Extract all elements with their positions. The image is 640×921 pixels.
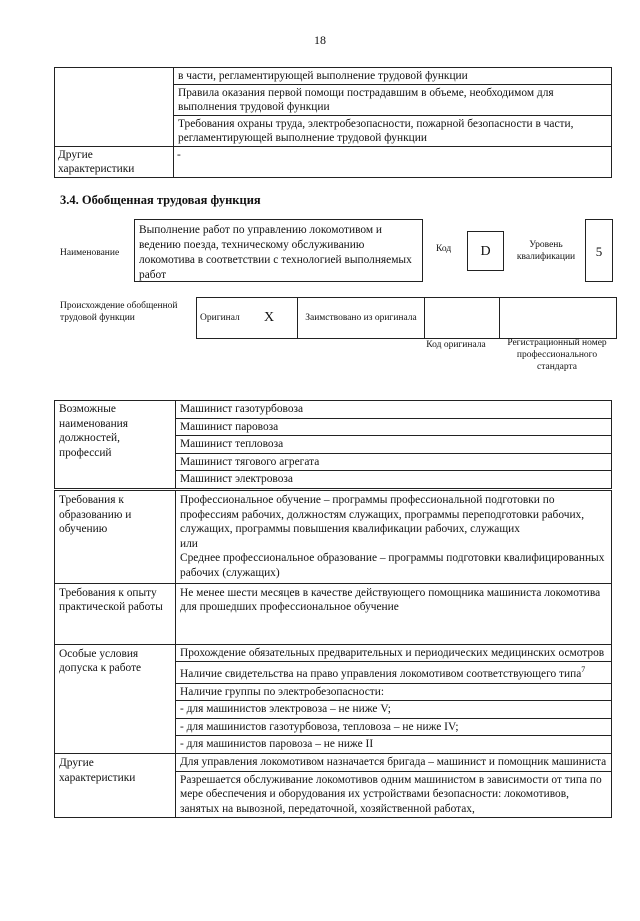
level-value-box: 5 — [585, 219, 613, 282]
table-row — [55, 491, 612, 584]
table-cell-text: Правила оказания первой помощи пострадавшим в объеме, необходимом для выполнения трудовой функции — [174, 84, 611, 115]
requirements-table — [54, 490, 612, 818]
original-mark: X — [261, 298, 298, 339]
condition-item: - для машинистов паровоза – не ниже II — [176, 735, 611, 753]
other-item: Для управления локомотивом назначается бригада – машинист и помощник машиниста — [180, 755, 607, 768]
table-row — [55, 68, 612, 147]
condition-item: Прохождение обязательных предварительных и периодических медицинских осмотров — [180, 646, 605, 659]
experience-label: Требования к опыту практической работы — [55, 583, 176, 644]
reg-number-label: Регистрационный номер профессионального стандарта — [507, 338, 607, 372]
education-label: Требования к образованию и обучению — [55, 491, 176, 584]
table-row — [197, 298, 617, 339]
origin-table — [196, 297, 617, 339]
table-row — [55, 147, 612, 178]
condition-item: - для машинистов газотурбовоза, тепловоза – не ниже IV; — [176, 718, 611, 736]
code-label: Код — [436, 244, 452, 254]
table-cell-text: Требования охраны труда, электробезопасности, пожарной безопасности в части, регламентирующей выполнение трудовой функции — [174, 115, 611, 146]
position-item: Машинист электровоза — [176, 470, 611, 488]
experience-text: Не менее шести месяцев в качестве действующего помощника машиниста локомотива для прошедших профессиональное обучение — [176, 583, 612, 644]
page-number: 18 — [314, 33, 326, 47]
special-conditions-label: Особые условия допуска к работе — [55, 644, 176, 753]
name-label: Наименование — [60, 248, 120, 258]
other-item: Разрешается обслуживание локомотивов одним машинистом в зависимости от типа по мере обеспечения и оборудования их устройствами безопасности: локомотивов, занятых на вывозной, передаточной, хозяйственной работах, — [176, 771, 611, 818]
row-label — [55, 68, 174, 147]
level-label: Уровень квалификации — [516, 240, 576, 262]
table-row — [55, 644, 612, 753]
table-row — [55, 583, 612, 644]
table-cell-text: - — [174, 147, 612, 178]
other-label: Другие характеристики — [55, 753, 176, 817]
table-row — [55, 753, 612, 817]
section-title: 3.4. Обобщенная трудовая функция — [60, 193, 261, 207]
education-line: Среднее профессиональное образование – программы подготовки квалифицированных рабочих (служащих) — [180, 552, 605, 579]
education-line: Профессиональное обучение – программы профессиональной подготовки по профессиям рабочих, должностям служащих, программы переподготовки рабочих, служащих, программы повышения квалификации рабочих, служащих — [180, 494, 585, 536]
footnote-mark: 7 — [581, 665, 586, 675]
code-value-box: D — [467, 231, 504, 271]
reg-number-cell — [500, 298, 617, 339]
table-cell-text: в части, регламентирующей выполнение трудовой функции — [178, 70, 468, 82]
position-item: Машинист тягового агрегата — [176, 453, 611, 471]
row-label: Другие характеристики — [55, 147, 174, 178]
position-item: Машинист газотурбовоза — [180, 403, 304, 415]
position-item: Машинист паровоза — [176, 418, 611, 436]
original-label: Оригинал — [197, 298, 262, 339]
original-code-cell — [425, 298, 500, 339]
condition-item: - для машинистов электровоза – не ниже V; — [176, 700, 611, 718]
original-code-label: Код оригинала — [426, 340, 486, 350]
origin-label: Происхождение обобщенной трудовой функции — [60, 301, 178, 323]
condition-item — [176, 661, 611, 682]
position-item: Машинист тепловоза — [176, 435, 611, 453]
condition-item: Наличие группы по электробезопасности: — [176, 683, 611, 701]
top-table — [54, 67, 612, 178]
positions-table — [54, 400, 612, 489]
positions-label: Возможные наименования должностей, профессий — [55, 401, 176, 489]
education-line: или — [180, 537, 198, 550]
condition-item-text: Наличие свидетельства на право управления локомотивом соответствующего типа — [180, 667, 582, 680]
function-name-box: Выполнение работ по управлению локомотивом и ведению поезда, техническому обслуживанию локомотива в соответствии с технологией выполняемых работ — [134, 219, 423, 282]
table-row — [55, 401, 612, 489]
borrowed-label: Заимствовано из оригинала — [298, 298, 425, 339]
